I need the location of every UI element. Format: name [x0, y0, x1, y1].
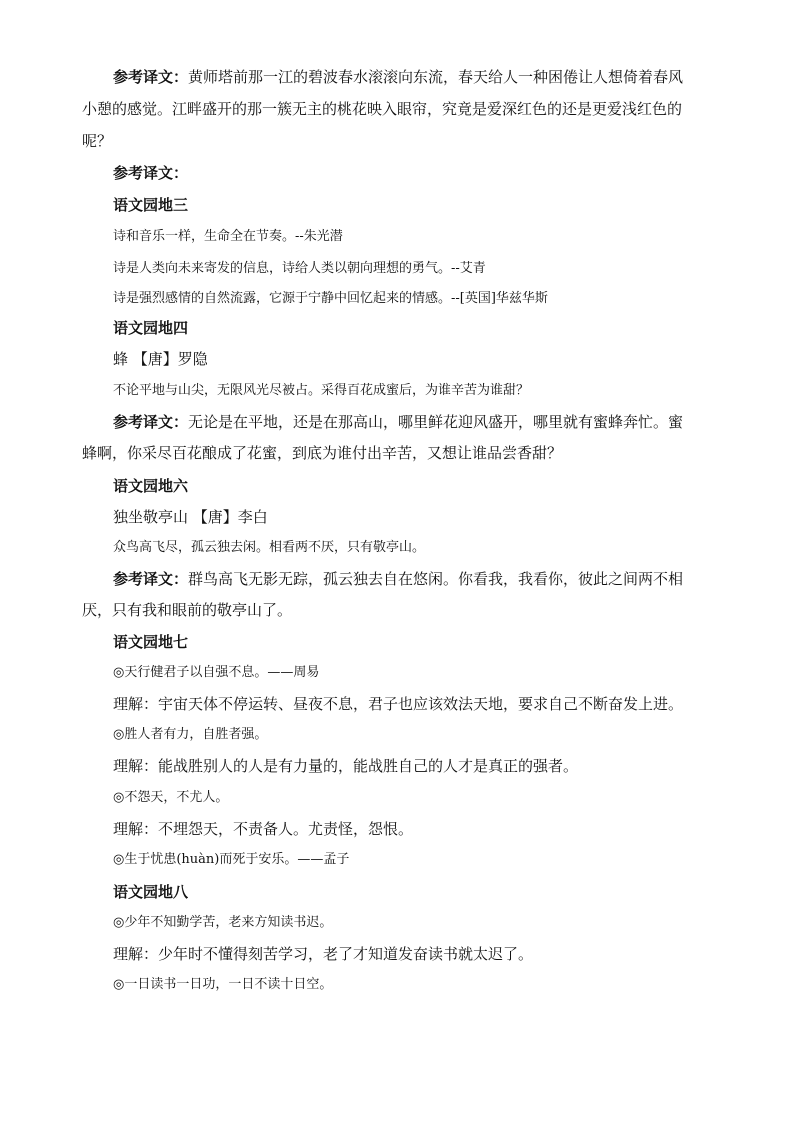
translation-label: 参考译文： [113, 68, 189, 86]
section-heading: 语文园地三 [113, 196, 189, 214]
quote-line: ◎胜人者有力，自胜者强。 [113, 727, 268, 742]
quote-line: ◎生于忧患(huàn)而死于安乐。——孟子 [113, 852, 350, 867]
translation-text-cont: 厌，只有我和眼前的敬亭山了。 [82, 601, 293, 619]
section-heading: 语文园地六 [113, 477, 189, 495]
translation-label: 参考译文： [113, 570, 189, 588]
translation-line [113, 412, 683, 432]
translation-label: 参考译文： [113, 413, 189, 431]
translation-text-cont: 蜂啊，你采尽百花酿成了花蜜，到底为谁付出辛苦，又想让谁品尝香甜？ [82, 444, 563, 462]
poem-title: 蜂 【唐】罗隐 [113, 350, 208, 368]
explanation-line: 理解：能战胜别人的人是有力量的，能战胜自己的人才是真正的强者。 [113, 757, 579, 775]
explanation-line: 理解：宇宙天体不停运转、昼夜不息，君子也应该效法天地，要求自己不断奋发上进。 [113, 695, 684, 713]
translation-line [113, 569, 683, 589]
explanation-line: 理解：少年时不懂得刻苦学习，老了才知道发奋读书就太迟了。 [113, 945, 534, 963]
translation-text: 群鸟高飞无影无踪，孤云独去自在悠闲。你看我，我看你，彼此之间两不相 [188, 570, 684, 588]
poem-title: 独坐敬亭山 【唐】李白 [113, 508, 268, 526]
translation-text-cont: 呢？ [82, 132, 113, 150]
section-heading: 语文园地七 [113, 633, 189, 651]
section-heading: 语文园地四 [113, 319, 189, 337]
quote-line: ◎不怨天，不尤人。 [113, 790, 229, 805]
explanation-line: 理解：不埋怨天，不责备人。尤责怪，怨恨。 [113, 820, 414, 838]
quote-line: ◎天行健君子以自强不息。——周易 [113, 665, 320, 680]
quote-line: 诗和音乐一样，生命全在节奏。--朱光潜 [113, 229, 343, 244]
translation-line [113, 67, 683, 87]
quote-line: 诗是强烈感情的自然流露，它源于宁静中回忆起来的情感。--[英国]华兹华斯 [113, 291, 548, 306]
section-heading: 语文园地八 [113, 883, 189, 901]
quote-line: ◎一日读书一日功，一日不读十日空。 [113, 977, 333, 992]
translation-label: 参考译文： [113, 164, 189, 182]
quote-line: ◎少年不知勤学苦，老来方知读书迟。 [113, 915, 333, 930]
poem-text: 众鸟高飞尽，孤云独去闲。相看两不厌，只有敬亭山。 [113, 540, 426, 555]
translation-text-cont: 小憩的感觉。江畔盛开的那一簇无主的桃花映入眼帘，究竟是爱深红色的还是更爱浅红色的 [82, 100, 683, 118]
translation-text: 无论是在平地，还是在那高山，哪里鲜花迎风盛开，哪里就有蜜蜂奔忙。蜜 [188, 413, 684, 431]
quote-line: 诗是人类向未来寄发的信息，诗给人类以朝向理想的勇气。--艾青 [113, 261, 486, 276]
poem-text: 不论平地与山尖，无限风光尽被占。采得百花成蜜后，为谁辛苦为谁甜？ [113, 383, 530, 398]
translation-text: 黄师塔前那一江的碧波春水滚滚向东流，春天给人一种困倦让人想倚着春风 [188, 68, 684, 86]
